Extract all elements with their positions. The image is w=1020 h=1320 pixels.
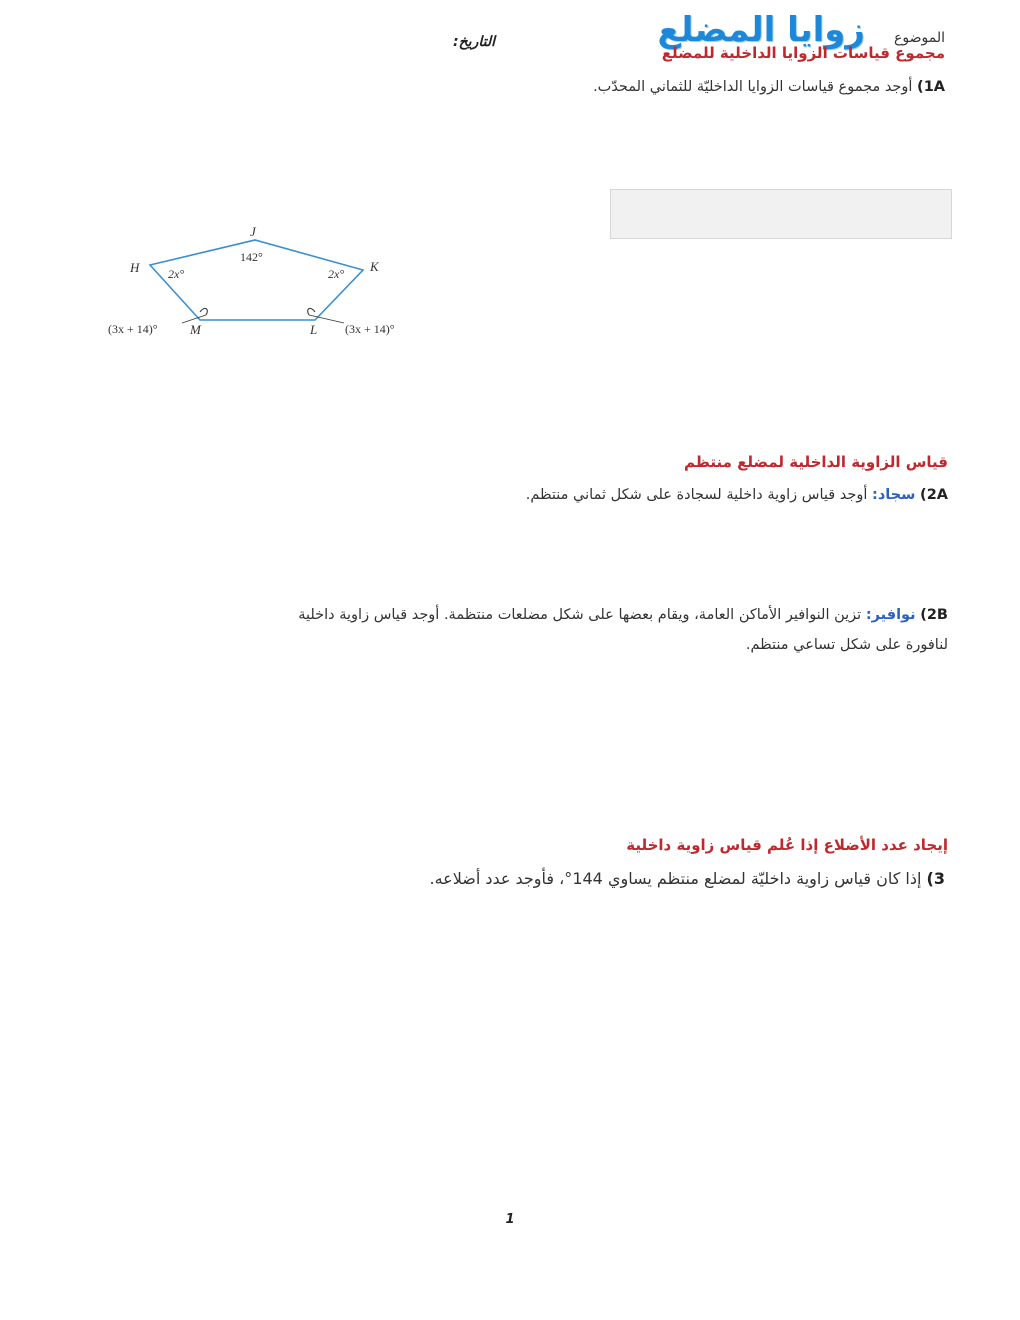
- angle-arc-m: [200, 308, 207, 315]
- angle-label-l: (3x + 14)°: [345, 322, 395, 336]
- question-1a: [560, 76, 945, 98]
- vertex-label-l: L: [310, 322, 318, 337]
- section-heading-number-of-sides: إيجاد عدد الأضلاع إذا عُلم قياس زاوية داخلية: [626, 836, 948, 854]
- subject-label: الموضوع: [894, 30, 945, 46]
- question-text: تزين النوافير الأماكن العامة، ويقام بعضها على شكل مضلعات منتظمة. أوجد قياس زاوية داخلية لنافورة على شكل تساعي منتظم.: [298, 607, 948, 653]
- worksheet-title: زوايا المضلع: [657, 10, 865, 50]
- answer-box[interactable]: [610, 189, 952, 239]
- question-topic: سجاد:: [872, 487, 916, 503]
- angle-label-j: 142°: [240, 250, 263, 264]
- angle-label-m: (3x + 14)°: [108, 322, 158, 336]
- angle-label-k: 2x°: [328, 267, 345, 281]
- page-number: 1: [505, 1212, 515, 1227]
- question-topic: نوافير:: [865, 607, 916, 623]
- question-2b: [260, 600, 948, 660]
- question-number: 2B): [920, 607, 948, 623]
- date-label: التاريخ:: [453, 34, 495, 50]
- question-number: 2A): [920, 487, 948, 503]
- section-heading-regular-interior-angle: قياس الزاوية الداخلية لمضلع منتظم: [684, 453, 948, 471]
- angle-label-h: 2x°: [168, 267, 185, 281]
- angle-arc-l: [308, 308, 315, 315]
- vertex-label-h: H: [130, 260, 140, 275]
- question-text: أوجد مجموع قياسات الزوايا الداخليّة للثماني المحدّب.: [593, 79, 913, 95]
- vertex-label-m: M: [190, 322, 201, 337]
- question-3: [240, 868, 945, 890]
- section-heading-interior-sum: مجموع قياسات الزوايا الداخلية للمضلع: [661, 44, 945, 62]
- question-number: 3): [926, 869, 945, 888]
- question-text: إذا كان قياس زاوية داخليّة لمضلع منتظم يساوي 144°، فأوجد عدد أضلاعه.: [429, 869, 922, 888]
- pentagon-diagram: [100, 220, 430, 350]
- vertex-label-k: K: [370, 259, 379, 274]
- vertex-label-j: J: [250, 224, 256, 239]
- question-2a: [440, 484, 948, 506]
- question-number: 1A): [917, 79, 945, 95]
- question-text: أوجد قياس زاوية داخلية لسجادة على شكل ثماني منتظم.: [525, 487, 868, 503]
